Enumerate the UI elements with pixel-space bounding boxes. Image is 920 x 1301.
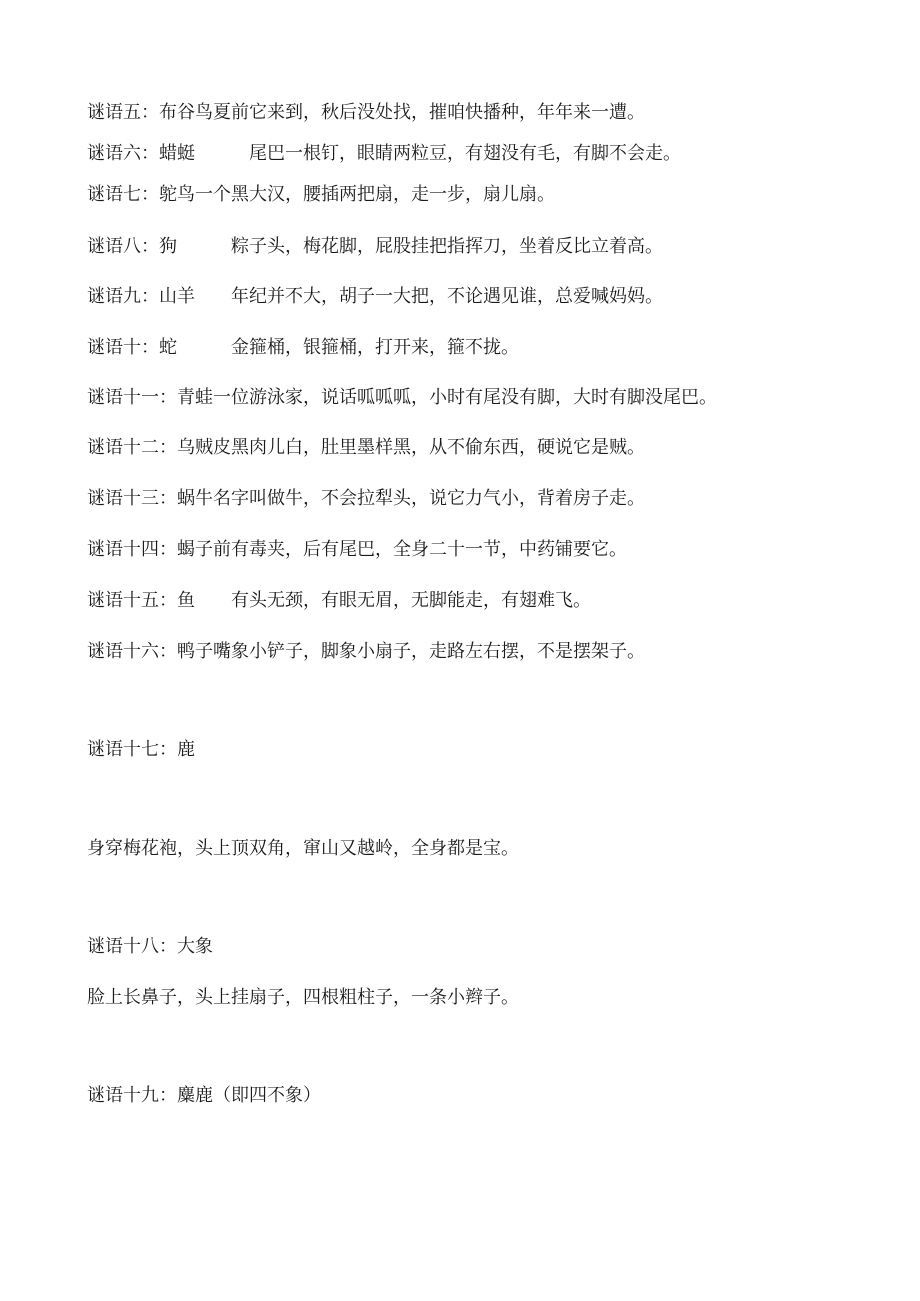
riddle-17-text: 身穿梅花袍，头上顶双角，窜山又越岭，全身都是宝。 [87,838,519,859]
riddle-12: 谜语十二：乌贼皮黑肉儿白，肚里墨样黑，从不偷东西，硬说它是贼。 [87,437,645,458]
riddle-13: 谜语十三：蜗牛名字叫做牛，不会拉犁头，说它力气小，背着房子走。 [87,488,645,509]
riddle-7: 谜语七：鸵鸟一个黑大汉，腰插两把扇，走一步，扇儿扇。 [87,184,555,205]
riddle-9: 谜语九：山羊 年纪并不大，胡子一大把，不论遇见谁，总爱喊妈妈。 [87,286,663,307]
riddle-15: 谜语十五：鱼 有头无颈，有眼无眉，无脚能走，有翅难飞。 [87,590,591,611]
riddle-5: 谜语五：布谷鸟夏前它来到，秋后没处找，摧咱快播种，年年来一遭。 [87,102,645,123]
riddle-17-title: 谜语十七：鹿 [87,739,195,760]
riddle-10: 谜语十：蛇 金箍桶，银箍桶，打开来，箍不拢。 [87,337,519,358]
riddle-18-text: 脸上长鼻子，头上挂扇子，四根粗柱子，一条小辫子。 [87,987,519,1008]
riddle-19-title: 谜语十九：麋鹿（即四不象） [87,1085,321,1106]
riddle-18-title: 谜语十八：大象 [87,936,213,957]
riddle-16: 谜语十六：鸭子嘴象小铲子，脚象小扇子，走路左右摆，不是摆架子。 [87,641,645,662]
riddle-8: 谜语八：狗 粽子头，梅花脚，屁股挂把指挥刀，坐着反比立着高。 [87,236,663,257]
riddle-6: 谜语六：蜡蜓 尾巴一根钉，眼睛两粒豆，有翅没有毛，有脚不会走。 [87,143,681,164]
riddle-14: 谜语十四：蝎子前有毒夹，后有尾巴，全身二十一节，中药铺要它。 [87,539,627,560]
riddle-11: 谜语十一：青蛙一位游泳家，说话呱呱呱，小时有尾没有脚，大时有脚没尾巴。 [87,387,717,408]
